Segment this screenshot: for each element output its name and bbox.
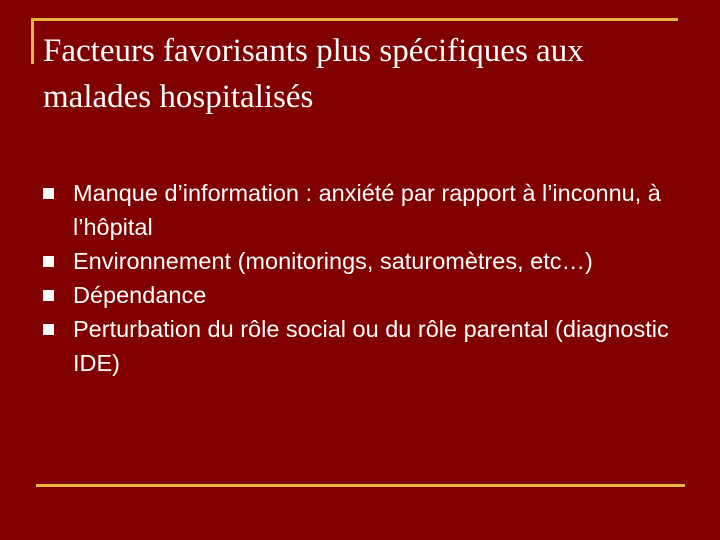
square-bullet-icon [43, 290, 54, 301]
square-bullet-icon [43, 324, 54, 335]
square-bullet-icon [43, 188, 54, 199]
title-frame-top-line [31, 18, 678, 21]
bullet-item [43, 312, 693, 380]
title-frame-left-line [31, 18, 34, 64]
bullet-text: Manque d’information : anxiété par rapport à l’inconnu, à l’hôpital [73, 180, 661, 240]
bullet-item [43, 176, 693, 244]
bullet-item [43, 278, 693, 312]
square-bullet-icon [43, 256, 54, 267]
bullet-list [43, 176, 693, 380]
bullet-text: Perturbation du rôle social ou du rôle parental (diagnostic IDE) [73, 316, 669, 376]
bullet-item [43, 244, 693, 278]
slide-title: Facteurs favorisants plus spécifiques aux malades hospitalisés [43, 33, 584, 115]
bullet-text: Dépendance [73, 282, 207, 308]
bottom-divider-line [36, 484, 685, 487]
bullet-text: Environnement (monitorings, saturomètres, etc…) [73, 248, 593, 274]
